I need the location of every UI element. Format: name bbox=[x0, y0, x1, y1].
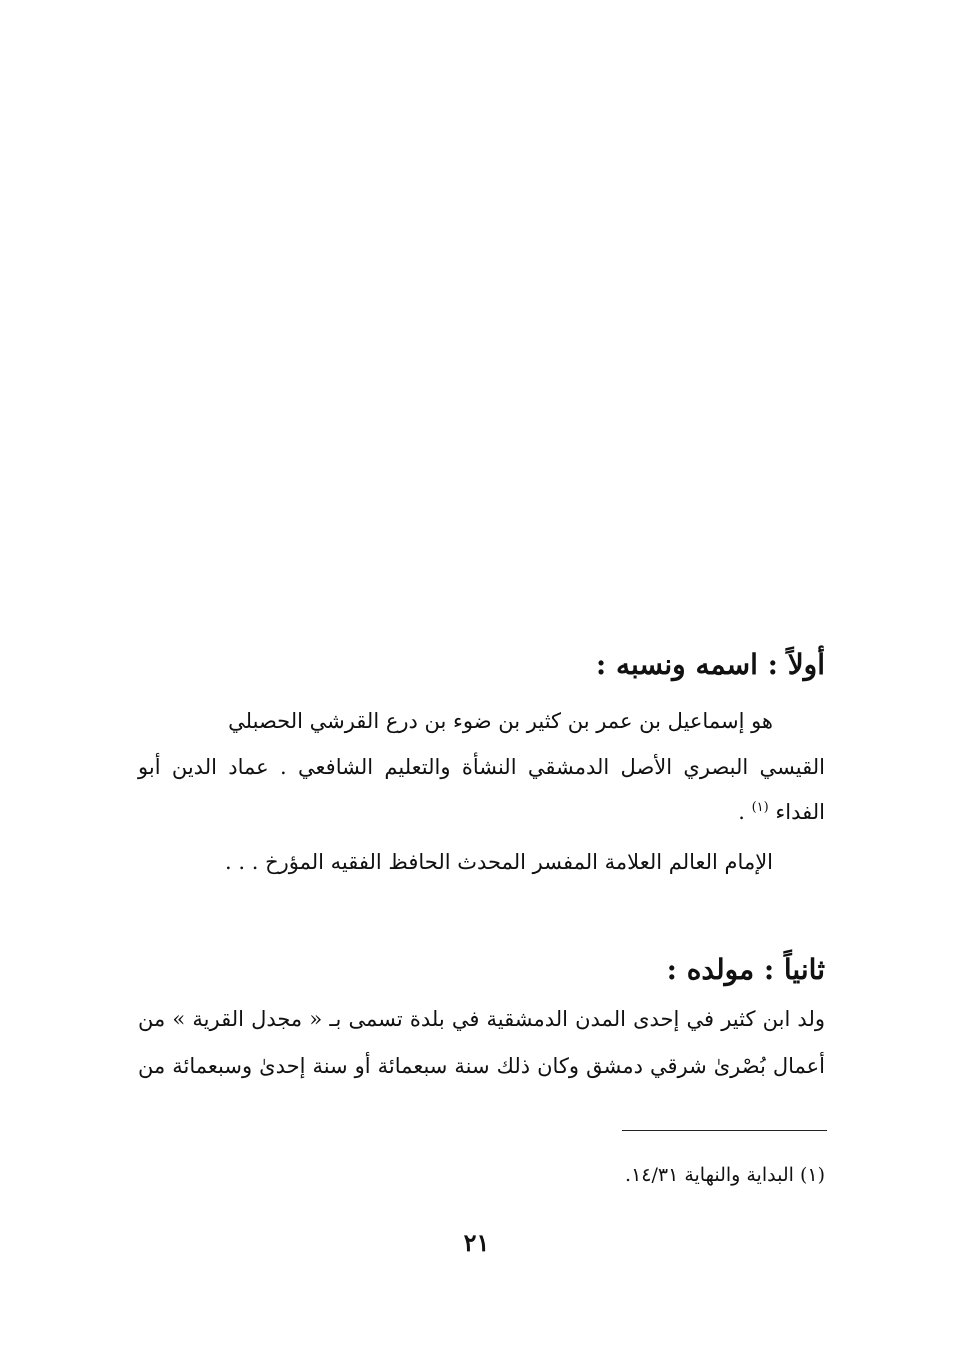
section-heading-birth: ثانياً : مولده : bbox=[666, 953, 825, 986]
paragraph-line: ولد ابن كثير في إحدى المدن الدمشقية في بلدة تسمى بـ « مجدل القرية » من bbox=[138, 1007, 825, 1031]
footnote-reference: (١) bbox=[751, 800, 769, 815]
page-number: ٢١ bbox=[463, 1228, 490, 1257]
footnote: (١) البداية والنهاية ١٤/٣١. bbox=[625, 1164, 825, 1186]
paragraph-text: الفداء bbox=[775, 800, 825, 824]
paragraph-line: القيسي البصري الأصل الدمشقي النشأة والتعليم الشافعي . عماد الدين أبو bbox=[138, 755, 825, 779]
section-heading-name-lineage: أولاً : اسمه ونسبه : bbox=[595, 648, 825, 681]
paragraph-line bbox=[138, 800, 825, 824]
paragraph-line: الإمام العالم العلامة المفسر المحدث الحافظ الفقيه المؤرخ . . . bbox=[225, 850, 773, 874]
paragraph-line: أعمال بُصْرىٰ شرقي دمشق وكان ذلك سنة سبعمائة أو سنة إحدىٰ وسبعمائة من bbox=[138, 1054, 825, 1078]
paragraph-text: . bbox=[738, 800, 745, 824]
footnote-divider bbox=[622, 1130, 827, 1131]
paragraph-line: هو إسماعيل بن عمر بن كثير بن ضوء بن درع القرشي الحصبلي bbox=[228, 709, 773, 733]
